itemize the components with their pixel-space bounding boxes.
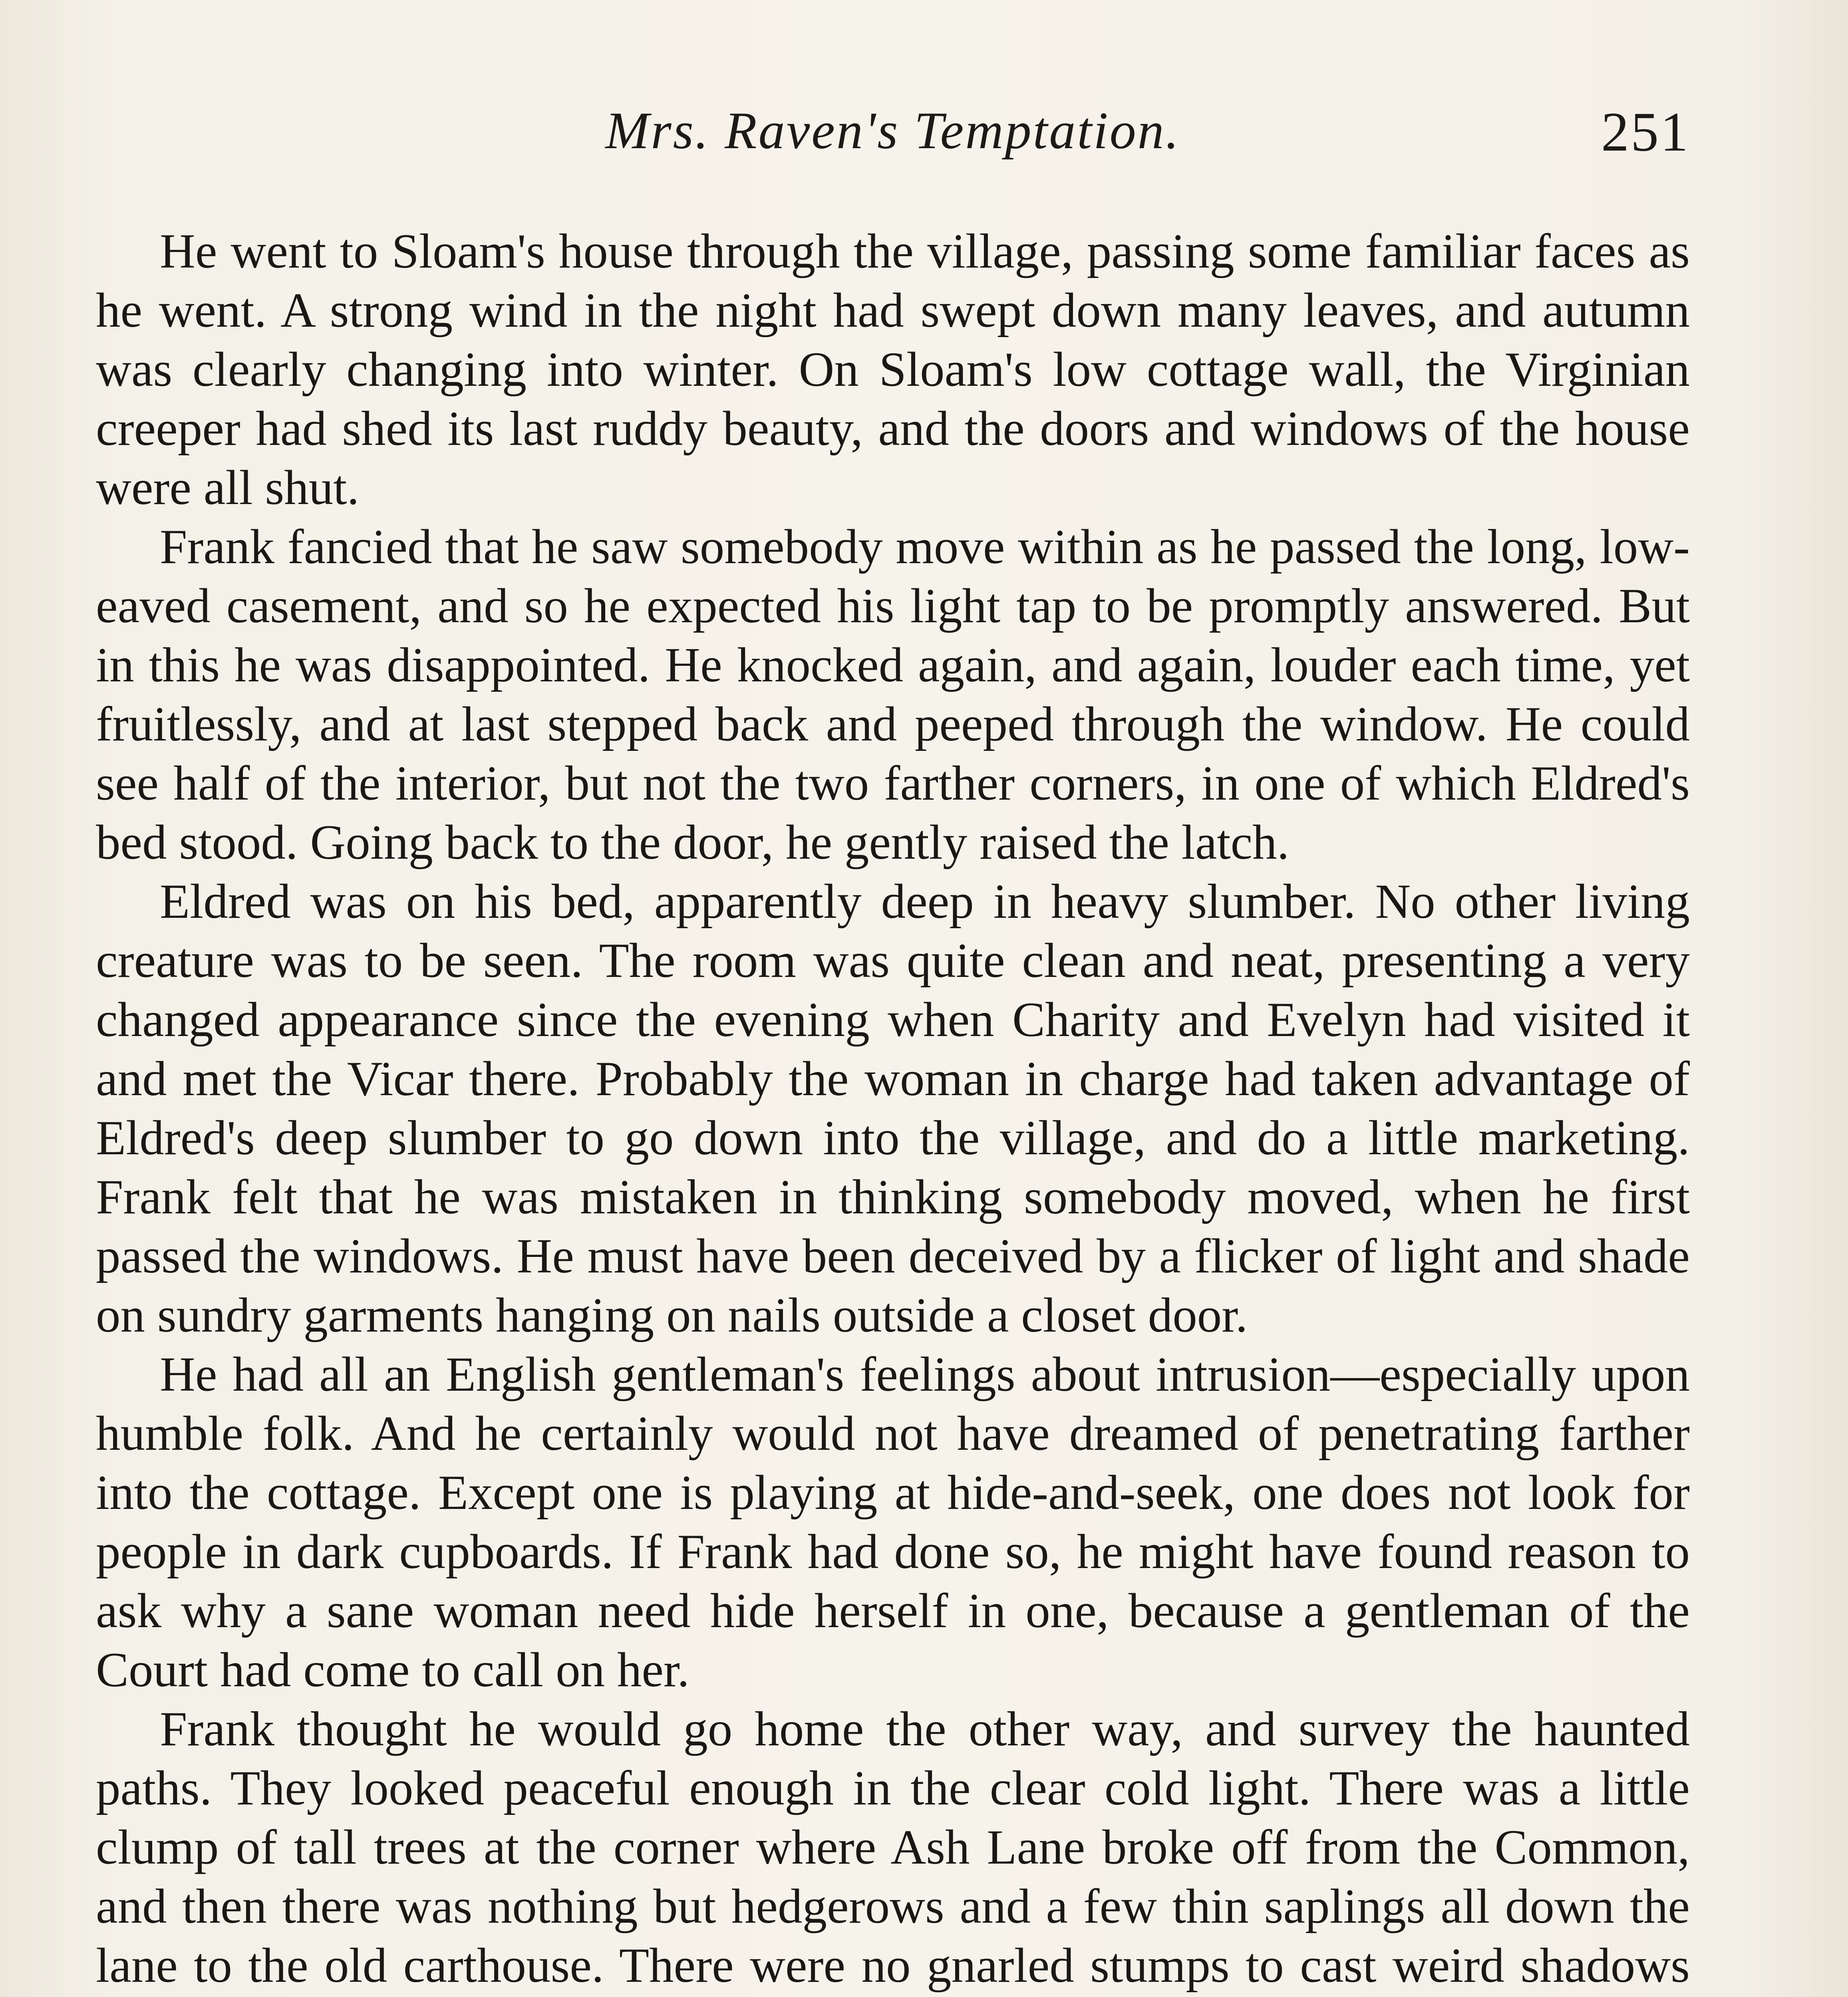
running-title: Mrs. Raven's Temptation. [605, 101, 1180, 160]
paragraph: Frank thought he would go home the other way, and survey the haunted paths. They looked peaceful enough in the clear cold light. There was a little clump of tall trees at the corner where Ash Lane broke off from the Common, and then there was nothing but hedgerows and a few thin saplings all down the lane to the old carthouse. There were no gnarled stumps to cast weird shadows [96, 1701, 1690, 1993]
paragraph: He went to Sloam's house through the village, passing some familiar faces as he went. A strong wind in the night had swept down many leaves, and autumn was clearly changing into winter. On Sloam's low cottage wall, the Virginian creeper had shed its last ruddy beauty, and the doors and windows of the house were all shut. [96, 224, 1690, 515]
body-text [96, 222, 1690, 1997]
running-head [96, 100, 1690, 168]
paragraph: He had all an English gentleman's feelings about intrusion—especially upon humble folk. And he certainly would not have dreamed of penetrating farther into the cottage. Except one is playing at hide-and-seek, one does not look for people in dark cupboards. If Frank had done so, he might have found reason to ask why a sane woman need hide herself in one, because a gentleman of the Court had come to call on her. [96, 1347, 1690, 1697]
paragraph: Eldred was on his bed, apparently deep in heavy slumber. No other living creature was to be seen. The room was quite clean and neat, presenting a very changed appearance since the evening when Charity and Evelyn had visited it and met the Vicar there. Probably the woman in charge had taken advantage of Eldred's deep slumber to go down into the village, and do a little marketing. Frank felt that he was mistaken in thinking somebody moved, when he first passed the windows. He must have been deceived by a flicker of light and shade on sundry garments hanging on nails outside a closet door. [96, 874, 1690, 1342]
paragraph: Frank fancied that he saw somebody move within as he passed the long, low-eaved casement, and so he expected his light tap to be promptly answered. But in this he was disappointed. He knocked again, and again, louder each time, yet fruitlessly, and at last stepped back and peeped through the window. He could see half of the interior, but not the two farther corners, in one of which Eldred's bed stood. Going back to the door, he gently raised the latch. [96, 519, 1690, 869]
page-number: 251 [1601, 101, 1690, 163]
